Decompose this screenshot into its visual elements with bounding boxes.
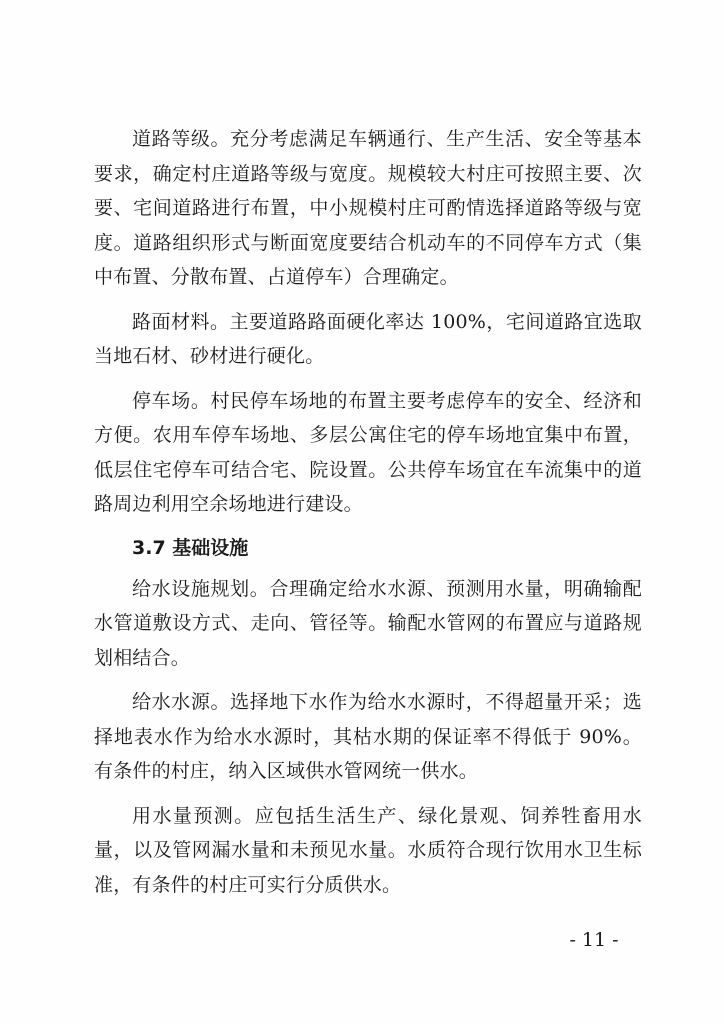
paragraph-pavement-material: 路面材料。主要道路路面硬化率达 100%，宅间道路宜选取当地石材、砂材进行硬化。: [94, 310, 642, 367]
section-heading: 3.7 基础设施: [132, 536, 249, 559]
paragraph-road-grade: 道路等级。充分考虑满足车辆通行、生产生活、安全等基本要求，确定村庄道路等级与宽度。规模较大村庄可按照主要、次要、宅间道路进行布置，中小规模村庄可酌情选择道路等级与宽度。道路组织形式与断面宽度要结合机动车的不同停车方式（集中布置、分散布置、占道停车）合理确定。: [94, 128, 642, 288]
body-text: [94, 122, 642, 912]
page-number: - 11 -: [569, 929, 619, 951]
paragraph-water-supply-planning: 给水设施规划。合理确定给水水源、预测用水量，明确输配水管道敷设方式、走向、管径等。输配水管网的布置应与道路规划相结合。: [94, 577, 642, 669]
paragraph-water-demand: 用水量预测。应包括生活生产、绿化景观、饲养牲畜用水量，以及管网漏水量和未预见水量。水质符合现行饮用水卫生标准，有条件的村庄可实行分质供水。: [94, 804, 642, 896]
paragraph-parking: 停车场。村民停车场地的布置主要考虑停车的安全、经济和方便。农用车停车场地、多层公寓住宅的停车场地宜集中布置，低层住宅停车可结合宅、院设置。公共停车场宜在车流集中的道路周边利用空余场地进行建设。: [94, 389, 642, 515]
paragraph-water-source: 给水水源。选择地下水作为给水水源时，不得超量开采；选择地表水作为给水水源时，其枯水期的保证率不得低于 90%。有条件的村庄，纳入区域供水管网统一供水。: [94, 691, 642, 782]
